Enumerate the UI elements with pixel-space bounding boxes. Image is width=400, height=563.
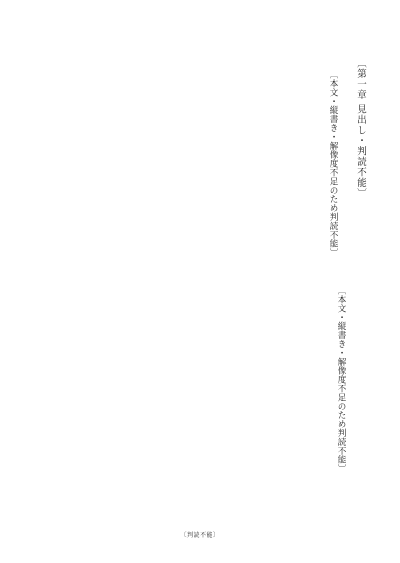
chapter-title: 〔第一章 見出し・判読不能〕 [355, 58, 366, 199]
lower-text-block: 〔本文・縦書き・解像度不足のため判読不能〕 [336, 286, 346, 473]
upper-text-block: 〔本文・縦書き・解像度不足のため判読不能〕 [328, 70, 338, 257]
page-number: 〔判読不能〕 [180, 532, 220, 539]
